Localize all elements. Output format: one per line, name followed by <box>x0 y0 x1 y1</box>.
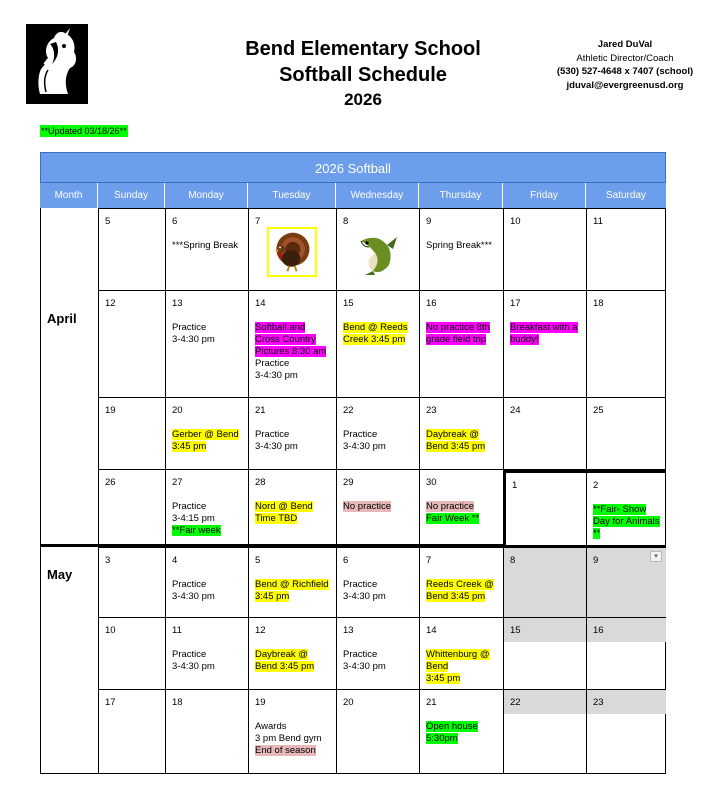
event-text: No practice 8th grade field trip <box>426 322 490 345</box>
day-cell[interactable] <box>98 690 165 773</box>
day-cell[interactable] <box>503 548 586 617</box>
event-text-secondary <box>172 525 242 537</box>
event-text: Daybreak @ Bend 3:45 pm <box>255 649 315 672</box>
day-cell[interactable] <box>248 618 336 689</box>
day-cell[interactable] <box>586 398 666 469</box>
day-cell[interactable] <box>336 209 419 290</box>
day-number: 17 <box>510 298 521 309</box>
day-cell[interactable] <box>336 470 419 545</box>
event-text <box>426 322 497 346</box>
day-number: 19 <box>105 405 116 416</box>
day-cell[interactable] <box>165 548 248 617</box>
day-cell[interactable] <box>419 548 503 617</box>
turkey-icon <box>267 227 317 277</box>
day-cell[interactable] <box>586 690 666 773</box>
day-number: 8 <box>510 555 516 566</box>
event-text: Practice 3-4:15 pm <box>172 501 215 524</box>
event-text: Awards 3 pm Bend gym <box>255 721 322 744</box>
event-text <box>172 429 242 453</box>
day-cell[interactable] <box>98 470 165 545</box>
day-number: 11 <box>593 216 603 227</box>
event-text: Reeds Creek @ Bend 3:45 pm <box>426 579 494 602</box>
softball-calendar <box>40 152 666 774</box>
event-text: Bend @ Richfield 3:45 pm <box>255 579 329 602</box>
day-number: 18 <box>593 298 604 309</box>
event-text <box>255 649 330 673</box>
calendar-grid <box>40 208 666 774</box>
event-text: Daybreak @ Bend 3:45 pm <box>426 429 486 452</box>
event-text-secondary: **Fair week <box>172 525 221 536</box>
day-cell[interactable] <box>586 291 666 397</box>
event-text: Gerber @ Bend 3:45 pm <box>172 429 239 452</box>
day-number: 23 <box>426 405 437 416</box>
event-text-secondary <box>426 513 497 525</box>
event-text <box>593 504 660 540</box>
day-number: 29 <box>343 477 354 488</box>
day-number: 8 <box>343 216 349 227</box>
day-cell[interactable] <box>419 398 503 469</box>
day-number: 12 <box>105 298 116 309</box>
event-text <box>343 322 413 346</box>
day-number: 14 <box>426 625 437 636</box>
month-may: May <box>47 567 73 582</box>
day-number: 24 <box>510 405 521 416</box>
event-text: Practice 3-4:30 pm <box>172 322 215 345</box>
dropdown-arrow-icon[interactable]: ▾ <box>650 551 662 562</box>
day-cell[interactable] <box>503 470 586 545</box>
week-row <box>98 469 666 545</box>
day-cell[interactable] <box>165 690 248 773</box>
event-text <box>426 501 497 513</box>
col-wednesday: Wednesday <box>335 183 418 208</box>
event-text: Breakfast with a buddy! <box>510 322 578 345</box>
day-number: 15 <box>343 298 354 309</box>
event-text: No practice <box>426 501 475 512</box>
day-number: 20 <box>172 405 183 416</box>
day-cell[interactable] <box>248 291 336 397</box>
day-number: 15 <box>510 625 521 636</box>
day-number: 21 <box>426 697 437 708</box>
event-text: ***Spring Break <box>172 240 239 251</box>
day-cell[interactable] <box>586 470 666 545</box>
event-text <box>510 322 580 346</box>
event-text <box>255 579 330 603</box>
day-cell[interactable] <box>503 618 586 689</box>
day-number: 16 <box>426 298 437 309</box>
day-cell[interactable] <box>503 690 586 773</box>
day-cell[interactable] <box>98 548 165 617</box>
updated-note: **Updated 03/18/26** <box>41 126 127 136</box>
day-cell[interactable] <box>419 690 503 773</box>
horse-head-icon <box>26 24 88 104</box>
day-number: 26 <box>105 477 116 488</box>
day-cell[interactable] <box>503 398 586 469</box>
day-cell[interactable] <box>165 291 248 397</box>
day-number: 7 <box>426 555 432 566</box>
day-number: 22 <box>510 697 521 708</box>
day-cell[interactable] <box>503 209 586 290</box>
week-row <box>98 689 666 773</box>
schedule-title <box>200 36 526 112</box>
calendar-title: 2026 Softball <box>40 152 666 183</box>
day-number: 14 <box>255 298 266 309</box>
day-number: 23 <box>593 697 604 708</box>
week-row <box>98 208 666 290</box>
col-sunday: Sunday <box>97 183 164 208</box>
day-cell[interactable] <box>419 291 503 397</box>
day-number: 13 <box>172 298 183 309</box>
event-text <box>426 579 497 603</box>
event-text <box>426 649 497 685</box>
day-number: 3 <box>105 555 111 566</box>
day-number: 2 <box>593 480 599 491</box>
day-cell[interactable] <box>98 209 165 290</box>
day-cell[interactable] <box>248 548 336 617</box>
day-cell[interactable] <box>248 398 336 469</box>
event-text: Bend @ Reeds Creek 3:45 pm <box>343 322 408 345</box>
week-row <box>98 545 666 617</box>
day-cell[interactable] <box>336 548 419 617</box>
day-cell[interactable] <box>248 209 336 290</box>
month-april: April <box>47 311 77 326</box>
weekday-header <box>40 183 666 208</box>
day-number: 10 <box>105 625 116 636</box>
col-thursday: Thursday <box>418 183 502 208</box>
day-number: 27 <box>172 477 183 488</box>
day-cell[interactable] <box>165 209 248 290</box>
day-cell[interactable] <box>586 548 666 617</box>
event-text <box>255 501 330 525</box>
event-text-secondary: Fair Week ** <box>426 513 480 524</box>
day-number: 5 <box>105 216 111 227</box>
day-number: 5 <box>255 555 261 566</box>
day-number: 22 <box>343 405 354 416</box>
contact-name: Jared DuVal <box>597 39 653 50</box>
day-cell[interactable] <box>419 209 503 290</box>
day-number: 9 <box>593 555 599 566</box>
day-number: 10 <box>510 216 521 227</box>
event-text: **Fair- Show Day for Animals ** <box>593 504 660 539</box>
day-number: 11 <box>172 625 182 636</box>
event-text: Open house 5:30pm <box>426 721 478 744</box>
contact-phone: (530) 527-4648 x 7407 (school) <box>556 66 694 77</box>
event-text: Spring Break*** <box>426 240 493 251</box>
day-number: 19 <box>255 697 266 708</box>
event-text: Practice 3-4:30 pm <box>343 429 386 452</box>
day-number: 9 <box>426 216 432 227</box>
col-monday: Monday <box>164 183 247 208</box>
day-number: 28 <box>255 477 266 488</box>
mustang-logo <box>26 24 88 104</box>
event-text-secondary: End of season <box>255 745 316 756</box>
day-number: 7 <box>255 216 261 227</box>
col-friday: Friday <box>502 183 585 208</box>
day-number: 12 <box>255 625 266 636</box>
event-text: Practice 3-4:30 pm <box>343 649 386 672</box>
event-text: Nord @ Bend Time TBD <box>255 501 313 524</box>
event-text: No practice <box>343 501 392 512</box>
day-cell[interactable] <box>419 470 503 545</box>
day-number: 30 <box>426 477 437 488</box>
week-row <box>98 397 666 469</box>
day-number: 6 <box>172 216 178 227</box>
day-number: 13 <box>343 625 354 636</box>
day-number: 4 <box>172 555 178 566</box>
day-cell[interactable] <box>98 291 165 397</box>
day-number: 18 <box>172 697 183 708</box>
day-number: 25 <box>593 405 604 416</box>
day-number: 20 <box>343 697 354 708</box>
day-cell[interactable] <box>586 618 666 689</box>
event-text <box>343 501 413 513</box>
contact-email: jduval@evergreenusd.org <box>566 79 684 91</box>
day-cell[interactable] <box>586 209 666 290</box>
week-row <box>98 617 666 689</box>
schedule-name: Softball Schedule <box>279 64 447 86</box>
contact-block <box>540 38 710 92</box>
day-cell[interactable] <box>98 618 165 689</box>
day-cell[interactable] <box>165 470 248 545</box>
col-saturday: Saturday <box>585 183 666 208</box>
contact-role: Athletic Director/Coach <box>576 52 674 64</box>
day-number: 16 <box>593 625 604 636</box>
day-number: 6 <box>343 555 349 566</box>
day-number: 1 <box>512 480 518 491</box>
bass-fish-icon <box>353 231 401 277</box>
day-cell[interactable] <box>98 398 165 469</box>
day-cell[interactable] <box>165 398 248 469</box>
day-cell[interactable] <box>165 618 248 689</box>
day-cell[interactable] <box>336 690 419 773</box>
day-number: 21 <box>255 405 266 416</box>
day-cell[interactable] <box>336 618 419 689</box>
schedule-year: 2026 <box>344 90 382 109</box>
day-cell[interactable] <box>336 398 419 469</box>
day-cell[interactable] <box>419 618 503 689</box>
event-text: Practice 3-4:30 pm <box>172 579 215 602</box>
event-text <box>426 721 497 745</box>
school-name: Bend Elementary School <box>245 38 481 60</box>
col-month: Month <box>54 190 83 201</box>
event-text: Whittenburg @ Bend 3:45 pm <box>426 649 490 684</box>
event-text-secondary: Practice 3-4:30 pm <box>255 358 298 381</box>
day-cell[interactable] <box>503 291 586 397</box>
event-text: Practice 3-4:30 pm <box>172 649 215 672</box>
day-number: 17 <box>105 697 116 708</box>
event-text <box>426 429 497 453</box>
day-cell[interactable] <box>336 291 419 397</box>
day-cell[interactable] <box>248 690 336 773</box>
fair-week-border <box>41 544 503 547</box>
col-tuesday: Tuesday <box>247 183 335 208</box>
week-row <box>98 290 666 397</box>
day-cell[interactable] <box>248 470 336 545</box>
event-text: Practice 3-4:30 pm <box>343 579 386 602</box>
event-text-secondary <box>255 745 330 757</box>
event-text: Practice 3-4:30 pm <box>255 429 298 452</box>
event-text <box>255 322 330 358</box>
event-text: Softball and Cross Country Pictures 8:30 am <box>255 322 327 357</box>
